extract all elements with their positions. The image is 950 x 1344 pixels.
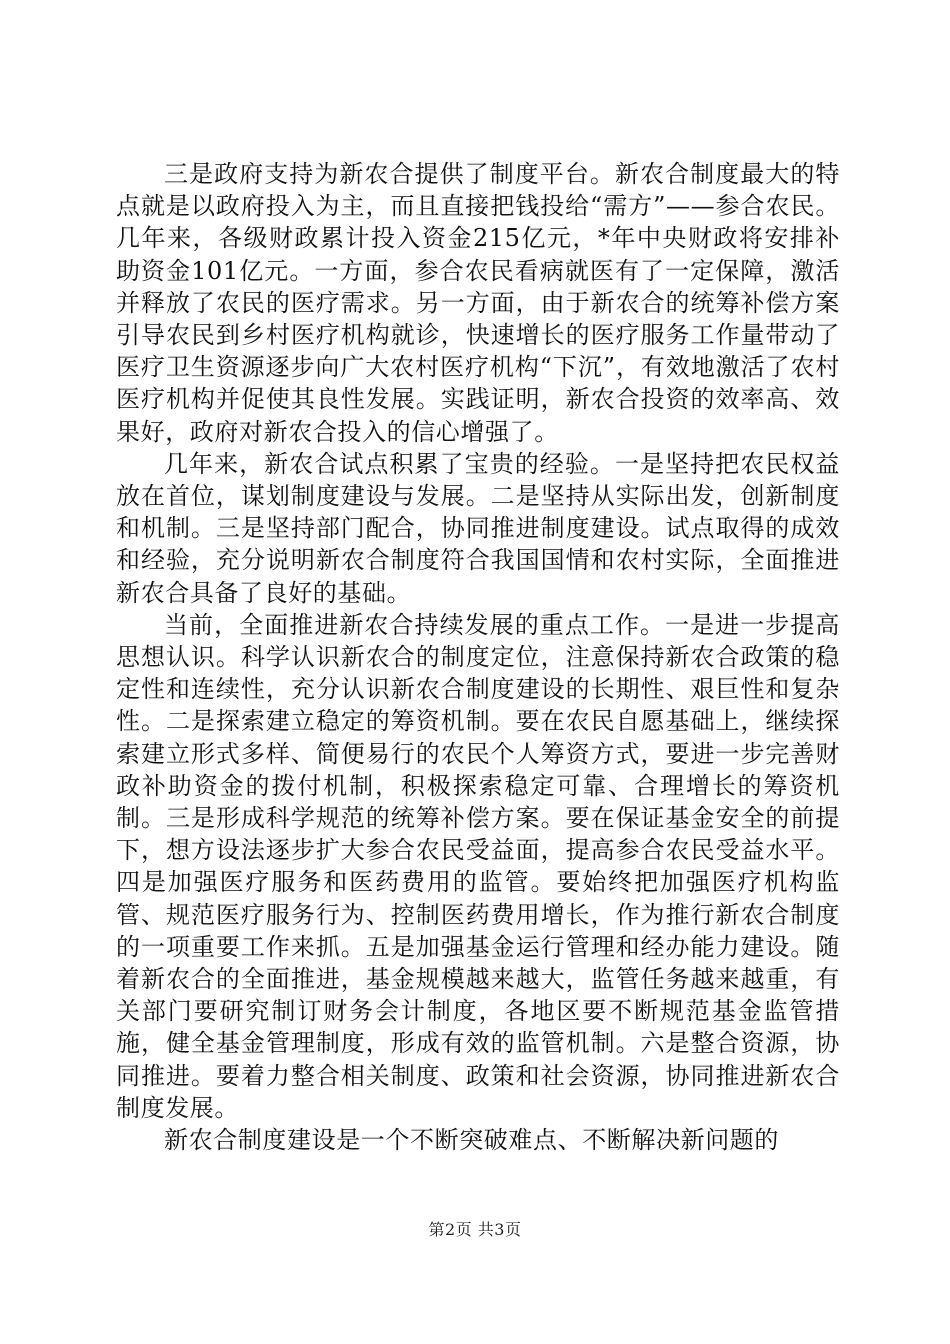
paragraph-government-support: 三是政府支持为新农合提供了制度平台。新农合制度最大的特点就是以政府投入为主，而且直接把钱投给“需方”——参合农民。几年来，各级财政累计投入资金215亿元，*年中央财政将安排补助资金101亿元。一方面，参合农民看病就医有了一定保障，激活并释放了农民的医疗需求。另一方面，由于新农合的统筹补偿方案引导农民到乡村医疗机构就诊，快速增长的医疗服务工作量带动了医疗卫生资源逐步向广大农村医疗机构“下沉”，有效地激活了农村医疗机构并促使其良性发展。实践证明，新农合投资的效率高、效果好，政府对新农合投入的信心增强了。: [116, 160, 840, 446]
page-number-footer: 第2页 共3页: [428, 1220, 522, 1239]
paragraph-continuation: 新农合制度建设是一个不断突破难点、不断解决新问题的: [164, 1126, 779, 1155]
paragraph-pilot-experience: 几年来，新农合试点积累了宝贵的经验。一是坚持把农民权益放在首位，谋划制度建设与发展。二是坚持从实际出发，创新制度和机制。三是坚持部门配合，协同推进制度建设。试点取得的成效和经验，充分说明新农合制度符合我国国情和农村实际，全面推进新农合具备了良好的基础。: [116, 449, 840, 607]
document-body: [116, 158, 840, 1156]
paragraph-key-tasks: 当前，全面推进新农合持续发展的重点工作。一是进一步提高思想认识。科学认识新农合的制度定位，注意保持新农合政策的稳定性和连续性，充分认识新农合制度建设的长期性、艰巨性和复杂性。二是探索建立稳定的筹资机制。要在农民自愿基础上，继续探索建立形式多样、简便易行的农民个人筹资方式，要进一步完善财政补助资金的拨付机制，积极探索稳定可靠、合理增长的筹资机制。三是形成科学规范的统筹补偿方案。要在保证基金安全的前提下，想方设法逐步扩大参合农民受益面，提高参合农民受益水平。四是加强医疗服务和医药费用的监管。要始终把加强医疗机构监管、规范医疗服务行为、控制医药费用增长，作为推行新农合制度的一项重要工作来抓。五是加强基金运行管理和经办能力建设。随着新农合的全面推进，基金规模越来越大，监管任务越来越重，有关部门要研究制订财务会计制度，各地区要不断规范基金监管措施，健全基金管理制度，形成有效的监管机制。六是整合资源，协同推进。要着力整合相关制度、政策和社会资源，协同推进新农合制度发展。: [116, 610, 840, 1122]
